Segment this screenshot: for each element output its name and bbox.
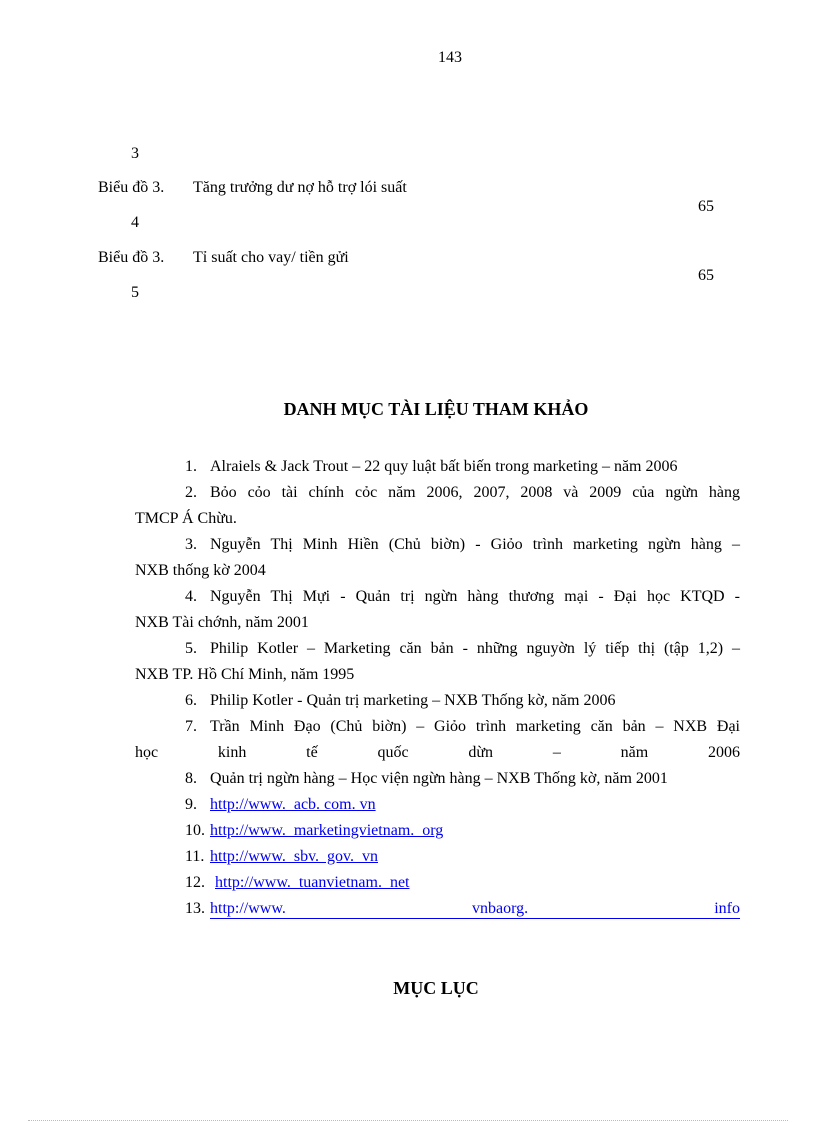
reference-link[interactable] xyxy=(210,822,740,840)
reference-number: 12. xyxy=(185,874,205,891)
reference-text xyxy=(210,640,740,658)
references-heading: DANH MỤC TÀI LIỆU THAM KHẢO xyxy=(283,399,589,419)
toc-heading: MỤC LỤC xyxy=(393,978,479,998)
figure-title: Tỉ suất cho vay/ tiền gửi xyxy=(193,249,349,266)
reference-text xyxy=(135,614,740,632)
reference-line: Bỏo cỏo tài chính cỏc năm 2006, 2007, 2008 và 2009 của ngừn hàng xyxy=(210,484,740,501)
reference-line: NXB thống kờ 2004 xyxy=(135,562,266,579)
page-number: 143 xyxy=(438,49,462,66)
reference-line: học kinh tế quốc dừn – năm 2006 xyxy=(135,744,740,761)
reference-number: 6. xyxy=(185,692,197,709)
reference-line: NXB Tài chớnh, năm 2001 xyxy=(135,614,309,631)
reference-url[interactable]: http://www. marketingvietnam. org xyxy=(210,822,444,839)
reference-text xyxy=(210,484,740,502)
figure-label: Biểu đồ 3. xyxy=(98,179,165,196)
figure-number: 4 xyxy=(131,214,139,231)
figure-page: 65 xyxy=(698,267,714,284)
reference-url[interactable]: http://www. acb. com. vn xyxy=(210,796,376,813)
figure-label: Biểu đồ 3. xyxy=(98,249,165,266)
reference-text xyxy=(135,744,740,762)
reference-number: 8. xyxy=(185,770,197,787)
reference-link[interactable] xyxy=(215,874,740,892)
reference-link[interactable] xyxy=(210,900,740,919)
reference-text xyxy=(210,458,740,476)
reference-text xyxy=(135,510,740,528)
reference-number: 7. xyxy=(185,718,197,735)
figure-number: 5 xyxy=(131,284,139,301)
reference-line: Nguyễn Thị Mựi - Quản trị ngừn hàng thương mại - Đại học KTQD - xyxy=(210,588,740,605)
reference-line: Philip Kotler – Marketing căn bản - những nguyờn lý tiếp thị (tập 1,2) – xyxy=(210,640,740,657)
reference-text xyxy=(210,536,740,554)
reference-text xyxy=(135,666,740,684)
reference-line: Trần Minh Đạo (Chủ biờn) – Giỏo trình marketing căn bản – NXB Đại xyxy=(210,718,740,735)
figure-title: Tăng trưởng dư nợ hỗ trợ lói suất xyxy=(193,179,407,196)
reference-text xyxy=(210,588,740,606)
reference-line: NXB TP. Hồ Chí Minh, năm 1995 xyxy=(135,666,355,683)
reference-line: TMCP Á Chừu. xyxy=(135,510,237,527)
reference-url[interactable]: http://www. tuanvietnam. net xyxy=(215,874,410,891)
reference-number: 13. xyxy=(185,900,205,917)
reference-line: Nguyễn Thị Minh Hiền (Chủ biờn) - Giỏo trình marketing ngừn hàng – xyxy=(210,536,740,553)
reference-number: 9. xyxy=(185,796,197,813)
reference-number: 4. xyxy=(185,588,197,605)
reference-line: Quản trị ngừn hàng – Học viện ngừn hàng – NXB Thống kờ, năm 2001 xyxy=(210,770,668,787)
reference-number: 2. xyxy=(185,484,197,501)
reference-number: 11. xyxy=(185,848,205,865)
reference-number: 1. xyxy=(185,458,197,475)
reference-number: 3. xyxy=(185,536,197,553)
figure-number: 3 xyxy=(131,145,139,162)
reference-text xyxy=(135,562,740,580)
figure-page: 65 xyxy=(698,198,714,215)
page-border xyxy=(28,1120,788,1121)
reference-url[interactable]: http://www. vnbaorg. info xyxy=(210,900,740,917)
reference-url[interactable]: http://www. sbv. gov. vn xyxy=(210,848,378,865)
reference-link[interactable] xyxy=(210,848,740,866)
reference-number: 5. xyxy=(185,640,197,657)
reference-link[interactable] xyxy=(210,796,740,814)
reference-text xyxy=(210,692,740,710)
reference-line: Philip Kotler - Quản trị marketing – NXB Thống kờ, năm 2006 xyxy=(210,692,616,709)
reference-number: 10. xyxy=(185,822,205,839)
reference-text xyxy=(210,718,740,736)
reference-line: Alraiels & Jack Trout – 22 quy luật bất biến trong marketing – năm 2006 xyxy=(210,458,678,475)
reference-text xyxy=(210,770,740,788)
